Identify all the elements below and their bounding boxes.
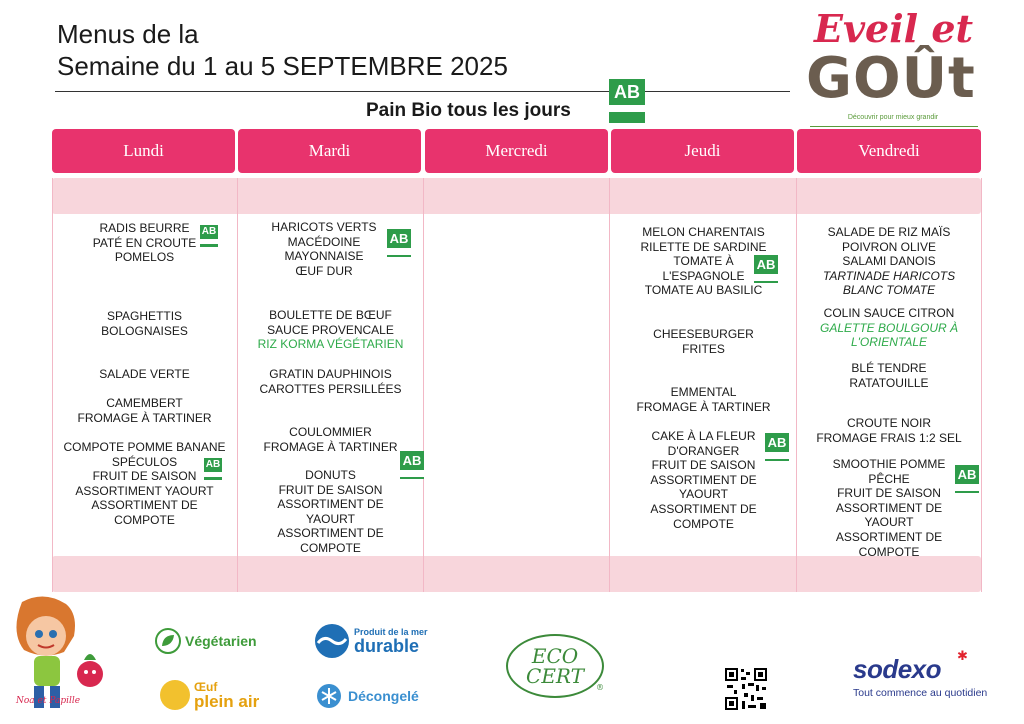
menu-block-jeudi-plat [611,327,796,356]
organic-ab-letters: AB [389,231,409,246]
day-header-mardi: Mardi [238,129,421,173]
column-border [423,178,424,592]
menu-item: ASSORTIMENT DE [650,501,757,516]
menu-title [57,18,508,82]
menu-item: PATÉ EN CROUTE [92,235,197,250]
column-border [609,178,610,592]
menu-item: YAOURT [864,515,914,530]
menu-item: TARTINADE HARICOTS [822,268,956,283]
snowflake-icon [316,683,342,709]
eveil-et-gout-logo [806,6,986,126]
menu-item: FROMAGE À TARTINER [636,399,771,414]
menu-item: FRUIT DE SAISON [837,486,941,501]
menu-item: ASSORTIMENT DE [277,497,384,512]
day-header-jeudi: Jeudi [611,129,794,173]
logo-tagline: Découvrir pour mieux grandir [847,114,939,121]
egg-icon [160,680,190,710]
organic-ab-icon [204,458,222,480]
menu-item: CHEESEBURGER [653,327,754,341]
menu-block-lundi-dessert [52,440,237,528]
menu-item: SALADE DE RIZ MAÏS [827,225,951,239]
menu-item: COMPOTE [673,516,734,531]
menu-item: PÊCHE [868,471,910,486]
sodexo-slogan: Tout commence au quotidien [853,687,988,699]
organic-ab-caption [400,470,424,477]
menu-item: YAOURT [306,511,355,526]
menu-block-lundi-fromage [52,396,237,425]
menu-item: SMOOTHIE POMME [832,457,946,471]
menu-title-line2: Semaine du 1 au 5 SEPTEMBRE 2025 [57,51,508,81]
menu-item: ASSORTIMENT DE [91,498,198,513]
organic-ab-icon [400,451,424,479]
menu-block-vendredi-accomp [797,361,981,390]
vegetarian-menu-item: L'ORIENTALE [850,335,928,350]
menu-item: BOULETTE DE BŒUF [269,308,392,322]
organic-ab-letters: AB [205,459,221,470]
qr-code-icon[interactable] [724,667,768,711]
day-header-vendredi: Vendredi [797,129,981,173]
menu-item: FROMAGE FRAIS 1:2 SEL [816,430,962,445]
menu-item: YAOURT [679,487,728,502]
menu-item: DONUTS [305,468,356,482]
organic-ab-letters: AB [402,453,422,468]
menu-item: FROMAGE À TARTINER [77,410,212,425]
organic-ab-icon [387,229,411,257]
menu-block-mardi-dessert [238,468,423,556]
menu-item: CAROTTES PERSILLÉES [259,381,402,396]
organic-ab-icon [200,225,218,247]
menu-item: RADIS BEURRE [99,221,190,235]
organic-ab-caption [765,452,789,459]
organic-ab-icon [765,433,789,461]
legend-oeuf-plein-air [160,680,259,710]
menu-item: TOMATE AU BASILIC [644,283,763,298]
menu-block-lundi-accomp [52,367,237,382]
menu-item: CAKE À LA FLEUR [651,429,756,443]
organic-ab-caption [754,274,778,281]
menu-title-line1: Menus de la [57,19,199,49]
menu-item: COMPOTE [858,544,920,559]
menu-block-mardi-accomp [238,367,423,396]
legend-decongele-label: Décongelé [348,688,419,704]
organic-ab-letters: AB [614,82,640,102]
logo-word-top: Eveil et [814,6,974,51]
menu-item: ASSORTIMENT DE [835,500,943,515]
menu-item: POIVRON OLIVE [841,239,937,254]
title-divider [55,91,790,92]
organic-ab-caption [204,472,222,477]
menu-item: BLÉ TENDRE [851,361,927,375]
star-icon: ✱ [957,648,968,663]
menu-block-vendredi-dessert [797,457,981,559]
menu-item: D'ORANGER [667,443,740,458]
menu-item: COMPOTE [114,512,175,527]
ecocert-logo [506,634,604,698]
legend-vegetarien-label: Végétarien [185,633,257,649]
wave-icon [314,623,350,659]
menu-item: EMMENTAL [670,385,737,399]
mascot-caption: Noa et Papille [16,696,81,706]
menu-item: COULOMMIER [289,425,372,439]
menu-item: COMPOTE [300,540,361,555]
top-band [52,178,981,214]
menu-item: SAUCE PROVENCALE [267,322,394,337]
ecocert-registered-mark: ® [596,683,604,692]
legend-decongele [316,683,419,709]
menu-block-vendredi-fromage [797,416,981,445]
organic-ab-caption [387,248,411,255]
menu-item: BOLOGNAISES [101,323,188,338]
legend-oeuf-line2: plein air [194,691,260,711]
organic-ab-letters: AB [767,435,787,450]
day-header-mercredi: Mercredi [425,129,608,173]
menu-item: COLIN SAUCE CITRON [823,306,955,320]
vegetarian-menu-item: RIZ KORMA VÉGÉTARIEN [257,337,404,352]
organic-ab-caption [955,484,979,491]
menu-item: CAMEMBERT [106,396,183,410]
menu-item: SPAGHETTIS [106,309,183,323]
organic-ab-icon [609,79,645,123]
menu-item: COMPOTE POMME BANANE [63,440,226,454]
menu-item: ŒUF DUR [295,263,353,278]
leaf-icon [155,628,181,654]
bread-subtitle: Pain Bio tous les jours [366,100,571,121]
menu-item: SALADE VERTE [99,367,190,381]
organic-ab-caption [200,239,218,244]
menu-item: GRATIN DAUPHINOIS [269,367,392,381]
day-header-lundi: Lundi [52,129,235,173]
legend-vegetarien [155,628,257,654]
sodexo-name: sodexo [853,654,942,684]
menu-item: ASSORTIMENT DE [277,526,384,541]
menu-item: HARICOTS VERTS [271,220,377,234]
menu-item: ASSORTIMENT DE [835,529,943,544]
legend-mer-line2: durable [354,636,420,656]
menu-item: FROMAGE À TARTINER [263,439,398,454]
menu-item: SPÉCULOS [111,454,178,469]
ecocert-line1: ECO [531,644,579,668]
menu-item: POMELOS [114,250,175,265]
legend-produit-mer-durable [314,623,428,659]
column-border [981,178,982,592]
menu-item: SALAMI DANOIS [842,254,936,269]
menu-item: TOMATE À [673,254,734,269]
logo-word-bottom: GOÛt [806,46,976,111]
menu-item: ASSORTIMENT DE [650,472,757,487]
organic-ab-letters: AB [201,226,217,237]
organic-ab-caption [609,105,645,112]
menu-item: FRITES [682,341,725,356]
menu-item: MACÉDOINE [287,234,361,249]
menu-block-jeudi-fromage [611,385,796,414]
menu-item: MAYONNAISE [284,249,364,264]
sodexo-logo [853,648,1003,699]
organic-ab-icon [754,255,778,283]
organic-ab-letters: AB [756,257,776,272]
menu-block-mardi-fromage [238,425,423,454]
legend-mer-line1: Produit de la mer [354,627,428,637]
ecocert-line2: CERT [526,664,584,688]
menu-item: L'ESPAGNOLE [662,268,745,283]
organic-ab-letters: AB [957,467,977,482]
menu-item: FRUIT DE SAISON [278,482,383,497]
menu-block-lundi-plat [52,309,237,338]
menu-item: CROUTE NOIR [847,416,931,430]
organic-ab-icon [955,465,979,493]
menu-item: RATATOUILLE [849,375,929,390]
menu-item: ASSORTIMENT YAOURT [75,483,214,498]
menu-item: MELON CHARENTAIS [642,225,765,239]
vegetarian-menu-item: GALETTE BOULGOUR À [819,320,959,335]
menu-block-vendredi-entree [797,225,981,298]
menu-item: FRUIT DE SAISON [651,458,756,473]
bottom-band [52,556,981,592]
menu-block-mardi-plat [238,308,423,352]
logo-underline [810,126,978,127]
menu-block-vendredi-plat [797,306,981,350]
legend-oeuf-line1: Œuf [194,679,218,694]
menu-item: RILETTE DE SARDINE [640,239,767,254]
menu-item: BLANC TOMATE [842,283,936,298]
menu-item: FRUIT DE SAISON [92,469,197,484]
